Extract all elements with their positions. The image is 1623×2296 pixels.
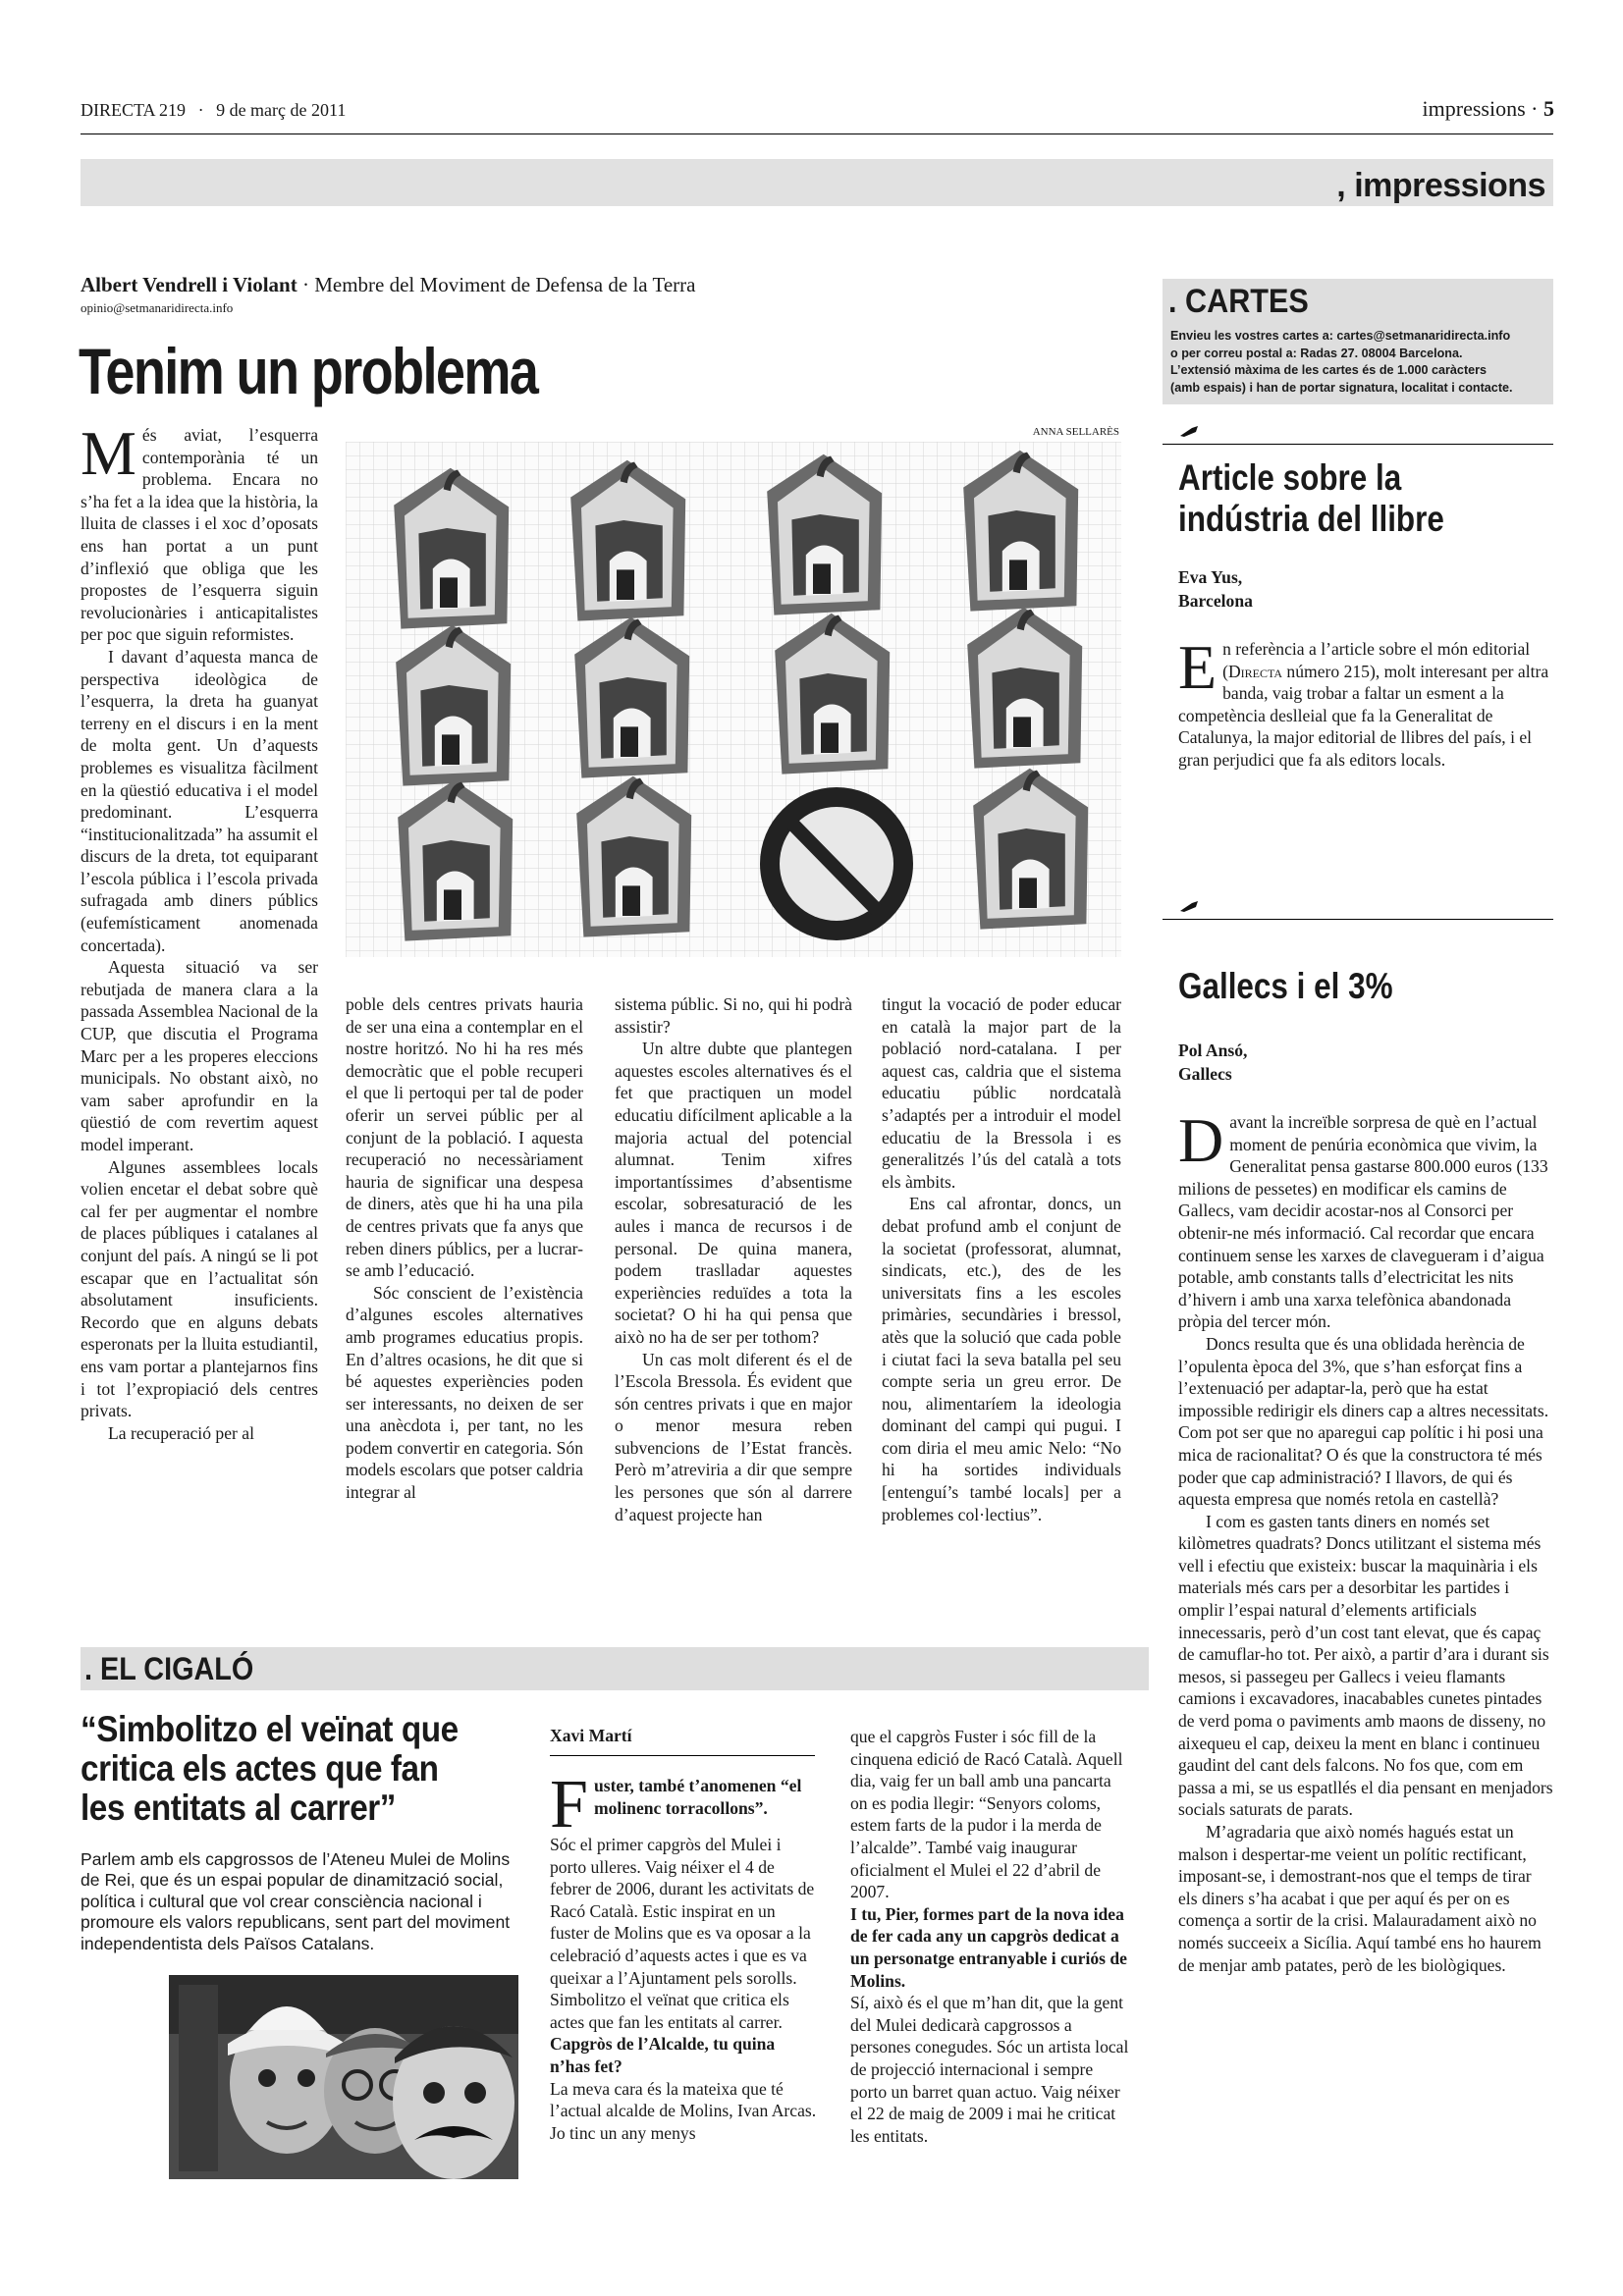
- cigalo-answer: Sóc el primer capgròs del Mulei i porto ulleres. Vaig néixer el 4 de febrer de 2006, durant les activitats de Racó Català. Estic inspirat en un fuster de Molins que es va oposar a la celebració d’aquests actes i que es va queixar a l’Ajuntament pels sorolls. Simbolitzo el veïnat que critica els actes que fan les entitats al carrer.: [550, 1835, 815, 2032]
- header-separator: ·: [197, 100, 204, 120]
- article-paragraph: Aquesta situació va ser rebutjada de manera clara a la passada Assemblea Nacional de la CUP, que discutia el Programa Marc per a les properes eleccions municipals. No obstant això, no vam saber aprofundir en la qüestió de com revertim aquest model imperant.: [81, 957, 318, 1154]
- article-column-1: [81, 418, 318, 1444]
- article-paragraph: Algunes assemblees locals volien encetar el debat sobre què cal fer per augmentar el nombre de places públiques i catalanes al conjunt del país. A ningú se li pot escapar que en l’actualitat són absolutament insuficients. Recordo que en alguns debats esperonats per la lluita estudiantil, ens vam portar a plantejarnos fins i tot l’expropiació dels centres privats.: [81, 1156, 318, 1421]
- cartes-info-line: (amb espais) i han de portar signatura, localitat i contacte.: [1170, 380, 1513, 395]
- article-paragraph: és aviat, l’esquerra contemporània té un problema. Encara no s’ha fet a la idea que la història, la lluita de classes i el xoc d’oposats ens han portat a un punt d’inflexió que obliga que les propostes de l’esquerra siguin revolucionàries i anticapitalistes per poc que siguin reformistes.: [81, 425, 318, 645]
- cigalo-question: Capgròs de l’Alcalde, tu quina n’has fet?: [550, 2034, 776, 2076]
- cartes-info-line: L’extensió màxima de les cartes és de 1.000 caràcters: [1170, 363, 1488, 377]
- pen-icon: [1178, 899, 1200, 913]
- article-column-4: [882, 993, 1121, 1525]
- pen-icon: [1178, 424, 1200, 438]
- byline-dot: ·: [301, 273, 315, 296]
- article-paragraph: poble dels centres privats hauria de ser una eina a contemplar en el nostre horitzó. No hi ha res més democràtic que el poble recuperi el que li pertoqui per tal de poder oferir un servei públic per al conjunt de la població. I aquesta recuperació no necessàriament hauria de significar una despesa de diners, atès que hi ha una pila de centres privats que fa anys que reben diners públics, per a lucrar-se amb l’educació.: [346, 994, 583, 1281]
- cigalo-answer: que el capgròs Fuster i sóc fill de la cinquena edició de Racó Català. Aquell dia, vaig fer un ball amb una pancarta on es podia llegir: “Senyors coloms, estem farts de la pudor i la merda de l’alcalde”. També vaig inaugurar oficialment el Mulei el 22 d’abril de 2007.: [850, 1727, 1123, 1902]
- cartes-box: [1163, 279, 1553, 404]
- prohibition-sign-icon: [760, 787, 913, 940]
- article-paragraph: Ens cal afrontar, doncs, un debat profund amb el conjunt de la societat (professorat, alumnat, sindicats, etc.), des de les universitats fins a les escoles primàries, secundàries i bressol, atès que la solució que cada poble i ciutat faci la seva batalla pel seu compte seria un greu error. De nou, alimentaríem la ideologia dominant del campi qui pugui. I com diria el meu amic Nelo: “No hi ha sortides individuals [entenguí’s també locals] per a problemes col·lectius”.: [882, 1194, 1121, 1524]
- cigalo-question: I tu, Pier, formes part de la nova idea de fer cada any un capgròs dedicat a un personatge entranyable i curiós de Molins.: [850, 1903, 1127, 1991]
- cigalo-dropcap: F: [550, 1767, 588, 1842]
- cigalo-banner: [81, 1647, 1149, 1690]
- cartes-heading: . CARTES: [1168, 283, 1309, 320]
- letter-paragraph: I com es gasten tants diners en només set kilòmetres quadrats? Doncs utilitzant el sistema més vell i efectiu que existeix: buscar la maquinària i els materials més cars per a desorbitar les partides i omplir l’espai natural d’elements artificials innecessaris, però d’un cost tant elevat, que és capaç de camuflar-ho tot. Per això, a partir d’ara i durant sis mesos, si passegeu per Gallecs i veieu flamants camions i excavadores, inacabables cunetes pintades de verd poma o paviments amb maons de disseny, no aixequeu el cap, deixeu la ment en blanc i continueu gaudint del cant dels falcons. No fos que, com em passa a mi, se us espatllés el dia pensant en menjadors socials saturats de parats.: [1178, 1511, 1553, 1820]
- cigalo-lead-question: uster, també t’anomenen “el molinenc torracollons”.: [593, 1776, 802, 1818]
- letter-author-place: Gallecs: [1178, 1064, 1232, 1084]
- page-number: 5: [1543, 96, 1554, 121]
- letter-author-place: Barcelona: [1178, 591, 1253, 611]
- letter-text-publication: Directa: [1227, 661, 1283, 681]
- author-role: Membre del Moviment de Defensa de la Terra: [314, 273, 696, 296]
- article-paragraph: Un cas molt diferent és el de l’Escola Bressola. És evident que són centres privats i que en major o menor mesura reben subvencions de l’Estat francès. Però m’atreviria a dir que sempre les persones que són al darrere d’aquest projecte han: [615, 1349, 852, 1524]
- article-paragraph: La recuperació per al: [108, 1422, 254, 1443]
- article-paragraph: Sóc conscient de l’existència d’algunes escoles alternatives amb programes educatius propis. En d’altres ocasions, he dit que si bé aquestes experiències poden ser interessants, no deixen de ser una anècdota i, per tant, no les podem convertir en categoria. Són models escolars que potser caldria integrar al: [346, 1282, 583, 1503]
- cartes-info: [1170, 328, 1553, 397]
- banner-title: , impressions: [1336, 167, 1545, 204]
- section-page-label: [1423, 96, 1554, 122]
- cartes-info-line: Envieu les vostres cartes a: cartes@setmanaridirecta.info: [1170, 329, 1511, 343]
- letter-dropcap: D: [1178, 1105, 1224, 1175]
- letter-text: n referència a l’article sobre el món editorial (: [1222, 639, 1531, 681]
- letter-author-name: Eva Yus,: [1178, 567, 1243, 587]
- section-banner: [81, 159, 1553, 206]
- letter-divider: [1163, 444, 1553, 445]
- letter-author: [1178, 565, 1253, 613]
- cigalo-heading: . EL CIGALÓ: [84, 1651, 254, 1686]
- letter-dropcap: E: [1178, 632, 1217, 702]
- cigalo-answer: La meva cara és la mateixa que té l’actual alcalde de Molins, Ivan Arcas. Jo tinc un any menys: [550, 2078, 817, 2143]
- article-dropcap: M: [81, 418, 136, 488]
- capgrossos-photo: [169, 1975, 518, 2179]
- letter-body: [1178, 632, 1553, 772]
- article-column-2: [346, 993, 583, 1504]
- author-email[interactable]: opinio@setmanaridirecta.info: [81, 300, 234, 315]
- page-dot: ·: [1531, 96, 1543, 121]
- cigalo-intro: Parlem amb els capgrossos de l’Ateneu Mulei de Molins de Rei, que és un espai popular de dinamització social, política i cultural que vol crear consciència nacional i promoure els valors republicans, sent part del moviment independentista dels Països Catalans.: [81, 1849, 511, 1953]
- cigalo-column-1: [550, 1767, 817, 2144]
- article-paragraph: sistema públic. Si no, qui hi podrà assistir?: [615, 994, 852, 1037]
- issue-number: DIRECTA 219: [81, 100, 187, 120]
- cigalo-author-rule: [550, 1755, 815, 1756]
- article-paragraph: I davant d’aquesta manca de perspectiva ideològica de l’esquerra, la dreta ha guanyat terreny en el discurs i en la ment de molta gent. Un d’aquests problemes es visualitza fàcilment en la qüestió educativa i el model predominant. L’esquerra “institucionalitzada” ha assumit el discurs de la dreta, tot equiparant l’escola pública i l’escola privada sufragada amb diners públics (eufemísticament anomenada concertada).: [81, 646, 318, 955]
- article-title: Tenim un problema: [79, 335, 538, 407]
- section-name: impressions: [1422, 96, 1526, 121]
- header-rule: [81, 133, 1553, 134]
- cigalo-column-2: [850, 1726, 1129, 2147]
- article-paragraph: tingut la vocació de poder educar en català la major part de la població nord-catalana. I per aquest cas, caldria que el sistema educatiu públic nordcatalà s’adaptés per a introduir el model educatiu de la Bressola i es generalitzés l’ús del català a tots els àmbits.: [882, 994, 1121, 1192]
- cigalo-quote: “Simbolitzo el veïnat que critica els actes que fan les entitats al carrer”: [81, 1709, 459, 1828]
- letter-author-name: Pol Ansó,: [1178, 1041, 1248, 1060]
- article-paragraph: Un altre dubte que plantegen aquestes escoles alternatives és el fet que practiquen un model educatiu difícilment aplicable a la majoria actual del potencial alumnat. Tenim xifres importantíssimes d’absentisme escolar, sobresaturació de les aules i manca de recursos i de personal. De quina manera, podem traslladar aquestes experiències reduïdes a tota la societat? O hi ha qui pensa que això no ha de ser per tothom?: [615, 1039, 852, 1347]
- cigalo-author: Xavi Martí: [550, 1726, 632, 1745]
- illustration-credit: ANNA SELLARÈS: [1032, 426, 1119, 438]
- letter-author: [1178, 1039, 1247, 1086]
- article-column-3: [615, 993, 852, 1525]
- byline: [81, 273, 695, 297]
- cigalo-answer: Sí, això és el que m’han dit, que la gent del Mulei dedicarà capgrossos a persones conegudes. Sóc un artista local de projecció internacional i sempre porto un barret quan actuo. Vaig néixer el 22 de maig de 2009 i mai he criticat les entitats.: [850, 1993, 1129, 2146]
- houses-illustration: [346, 442, 1121, 957]
- author-name: Albert Vendrell i Violant: [81, 273, 298, 296]
- letter-divider: [1163, 919, 1553, 920]
- running-header: [81, 100, 1553, 130]
- letter-paragraph: M’agradaria que això només hagués estat un malson i despertar-me veient un polític rectificant, imposant-se, i demostrant-nos que el temps de tirar els diners s’ha acabat i que per aquí és per on es comença a sortir de la crisi. Malauradament això no només succeeix a Sicília. Aquí també ens ho haurem de menjar amb patates, però de les biològiques.: [1178, 1822, 1542, 1975]
- letter-paragraph: avant la increïble sorpresa de què en l’actual moment de penúria econòmica que vivim, la Generalitat pensa gastarse 800.000 euros (133 milions de pessetes) en modificar els camins de Gallecs, vam decidir acostar-nos al Consorci per obtenir-ne més informació. Cal recordar que encara continuem sense les xarxes de clavegueram i d’aigua potable, amb constants talls d’electricitat les nits d’hivern i amb una xarxa telefònica abandonada pròpia del tercer món.: [1178, 1112, 1548, 1332]
- letter-body: [1178, 1105, 1553, 1976]
- letter-text: número 215), molt interesant per altra banda, vaig trobar a faltar un esment a la competència deslleial que fa la Generalitat de Catalunya, la major editorial de llibres del país, i el gran perjudici que fa als editors locals.: [1178, 661, 1549, 770]
- letter-title: Gallecs i el 3%: [1178, 966, 1393, 1006]
- letter-title: Article sobre la indústria del llibre: [1178, 457, 1444, 539]
- letter-paragraph: Doncs resulta que és una oblidada herència de l’opulenta època del 3%, que s’han esforçat fins a l’extenuació per adaptar-la, però que ha estat impossible redirigir els diners cap a altres necessitats. Com pot ser que no aparegui cap polític i hi posi una mica de racionalitat? O és que la constructora té més poder que cap administració? I llavors, de qui és aquesta empresa que només retola en castellà?: [1178, 1333, 1549, 1510]
- cartes-info-line: o per correu postal a: Radas 27. 08004 Barcelona.: [1170, 346, 1463, 360]
- issue-date: 9 de març de 2011: [216, 100, 347, 120]
